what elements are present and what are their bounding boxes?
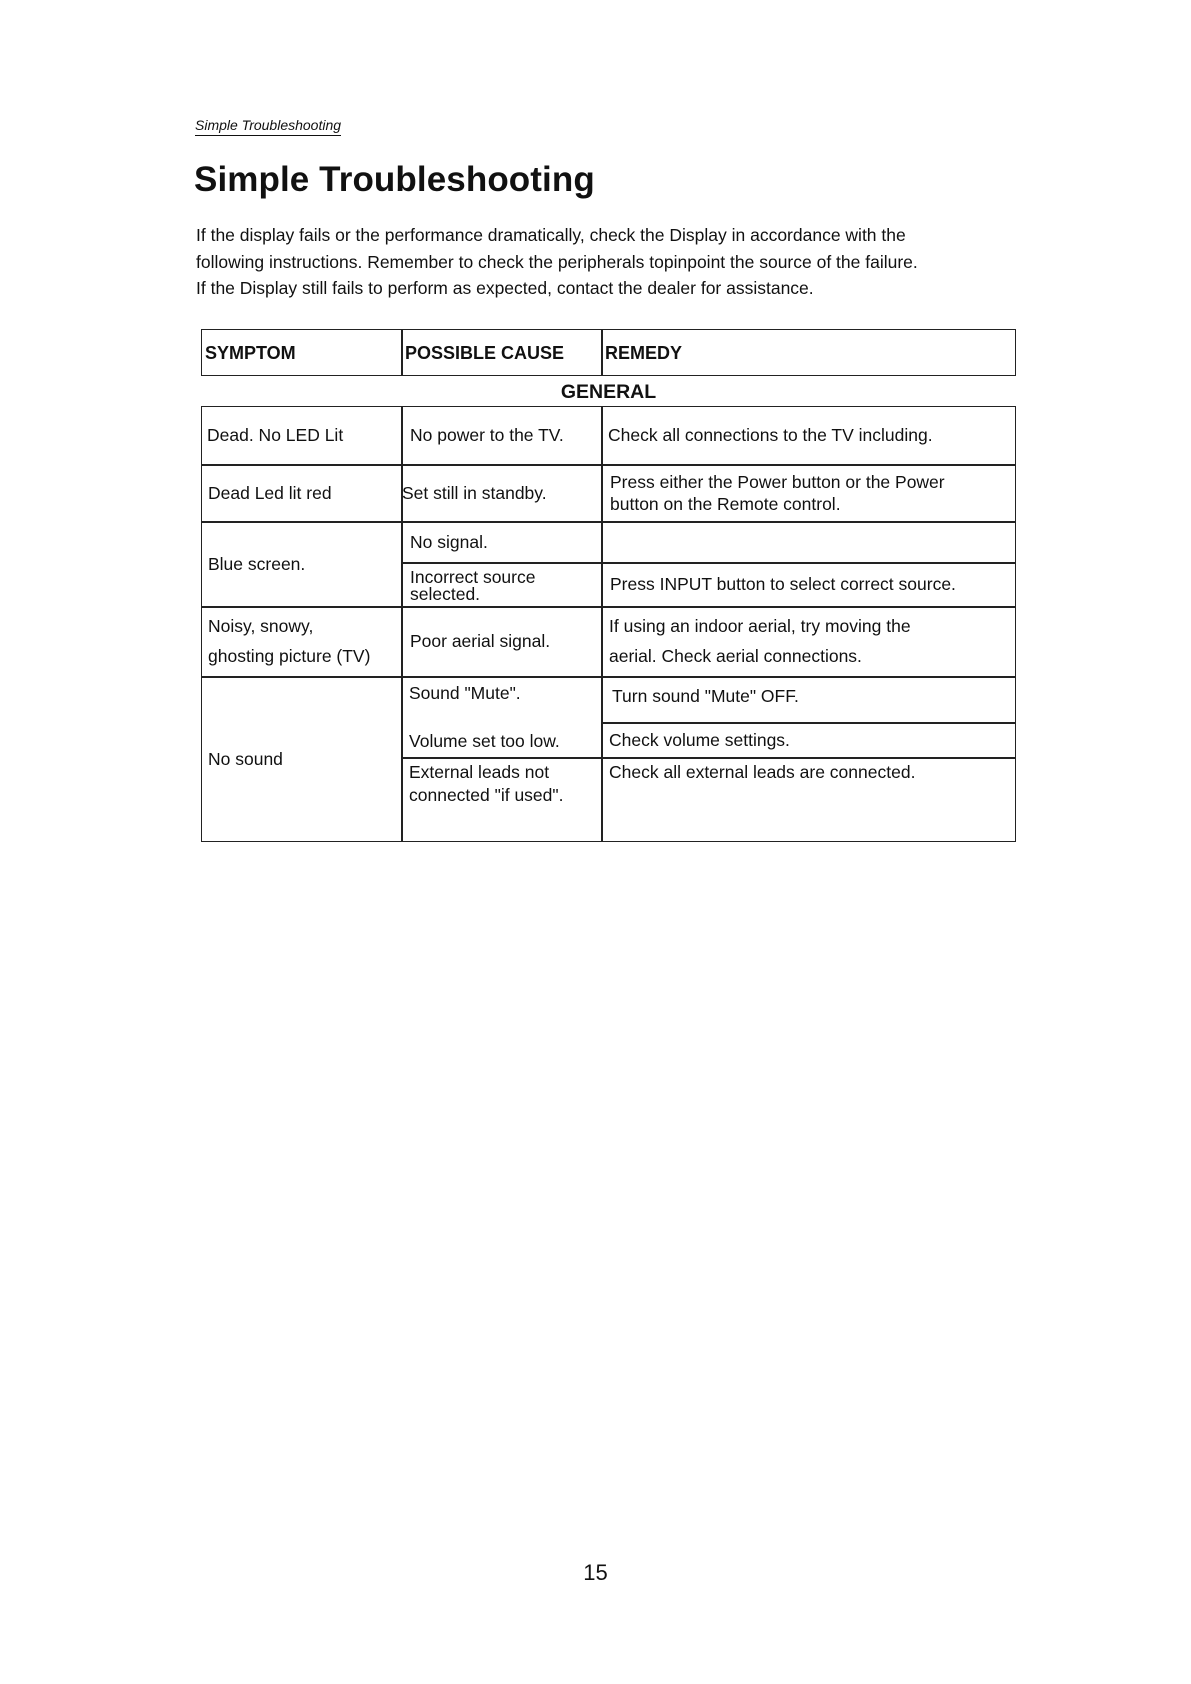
intro-paragraph [196,222,1016,302]
cause-sound-mute: Sound "Mute". [409,683,521,703]
intro-line: following instructions. Remember to check the peripherals topinpoint the source of the failure. [196,251,918,272]
remedy-aerial-line: aerial. Check aerial connections. [609,646,862,666]
remedy-check-connections: Check all connections to the TV including. [608,425,933,445]
symptom-noisy [208,606,400,676]
remedy-press-input: Press INPUT button to select correct source. [610,574,956,594]
symptom-dead-no-led: Dead. No LED Lit [207,425,344,445]
cause-no-signal: No signal. [410,531,488,552]
symptom-noisy-line: Noisy, snowy, [208,616,314,636]
header-possible-cause: POSSIBLE CAUSE [405,342,565,363]
header-remedy: REMEDY [605,342,683,363]
symptom-no-sound: No sound [208,749,283,769]
divider [601,406,603,842]
divider [601,329,603,376]
intro-line: If the display fails or the performance dramatically, check the Display in accordance with the [196,225,906,245]
running-header: Simple Troubleshooting [195,117,341,136]
symptom-dead-led-red: Dead Led lit red [208,482,332,503]
remedy-empty [610,521,1010,562]
cause-poor-aerial: Poor aerial signal. [410,631,551,651]
remedy-check-volume: Check volume settings. [609,729,790,750]
remedy-aerial-line: If using an indoor aerial, try moving the [609,616,911,636]
troubleshooting-table [201,329,1016,842]
symptom-blue-screen: Blue screen. [208,553,306,574]
divider [401,757,1016,759]
remedy-turn-mute-off: Turn sound "Mute" OFF. [612,686,799,706]
symptom-noisy-line: ghosting picture (TV) [208,646,371,666]
remedy-aerial [609,606,1013,676]
remedy-check-leads: Check all external leads are connected. [609,762,916,782]
divider [401,329,403,376]
cause-incorrect-source: Incorrect source selected. [410,566,536,604]
remedy-press-power: Press either the Power button or the Power button on the Remote control. [610,471,945,514]
cause-no-power: No power to the TV. [410,425,564,445]
cause-standby: Set still in standby. [402,482,547,503]
page-title: Simple Troubleshooting [194,160,595,199]
page-number: 15 [583,1560,608,1585]
header-symptom: SYMPTOM [205,342,296,363]
cause-external-leads: External leads not connected "if used". [409,762,564,805]
cause-volume-low: Volume set too low. [409,731,560,751]
intro-line: If the Display still fails to perform as expected, contact the dealer for assistance. [196,278,814,298]
section-general: GENERAL [560,381,657,403]
